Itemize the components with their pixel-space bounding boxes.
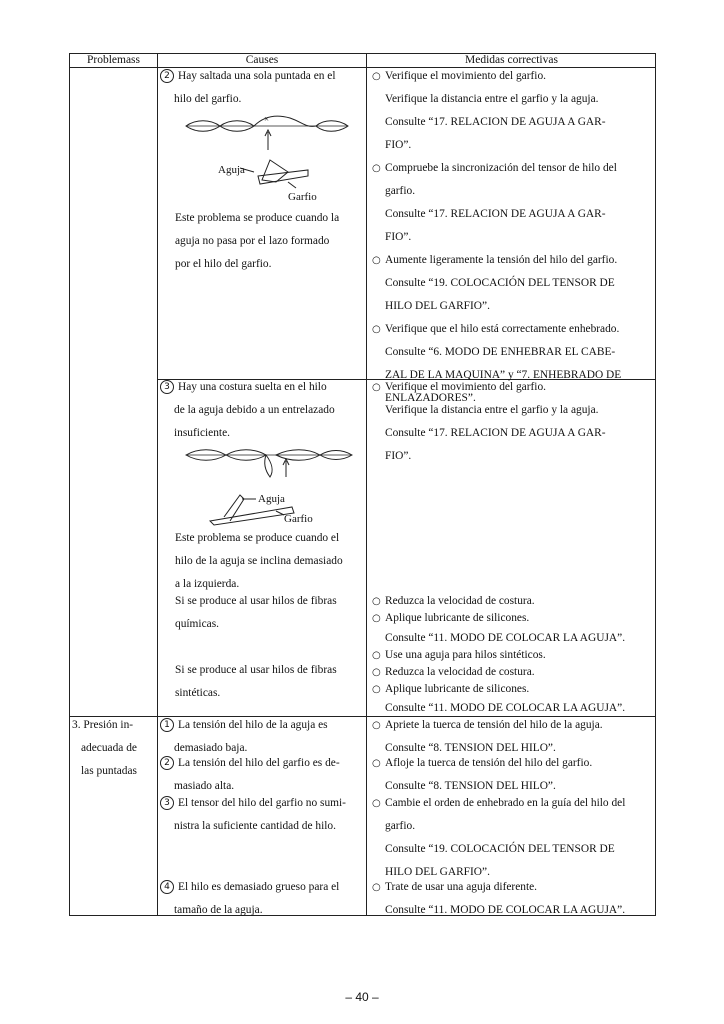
measures-synthetic-fibers: [372, 647, 653, 698]
bullet-icon: ○: [372, 882, 381, 893]
measure-text: Apriete la tuerca de tensión del hilo de la aguja.: [385, 719, 603, 731]
column-divider: [157, 53, 158, 916]
measure-text: garfio.: [385, 820, 416, 832]
cause-number: 2: [160, 69, 174, 83]
measure-text: ZAL DE LA MAQUINA” y “7. ENHEBRADO DE: [385, 369, 622, 381]
loose-loop: [265, 455, 272, 477]
measure-text: garfio.: [385, 185, 416, 197]
reference-text: Consulte “19. COLOCACIÓN DEL TENSOR DE: [385, 843, 615, 855]
leader-line: [276, 511, 284, 515]
note-text: hilo de la aguja se inclina demasiado: [175, 555, 343, 567]
hook-label: Garfio: [284, 513, 313, 525]
bullet-icon: ○: [372, 798, 381, 809]
header-measures: Medidas correctivas: [465, 54, 558, 66]
measure-text: Verifique la distancia entre el garfio y la aguja.: [385, 404, 599, 416]
note-text: aguja no pasa por el lazo formado: [175, 235, 330, 247]
measure-text: Consulte “6. MODO DE ENHEBRAR EL CABE-: [385, 346, 616, 358]
skipped-stitch-diagram: [180, 110, 360, 205]
cause-skipped-stitch: [160, 65, 365, 111]
measure-text: Trate de usar una aguja diferente.: [385, 881, 538, 893]
measure-text: Consulte “19. COLOCACIÓN DEL TENSOR DE: [385, 277, 615, 289]
cause-text: sintéticas.: [175, 687, 221, 699]
cause-number: 2: [160, 756, 174, 770]
bullet-icon: ○: [372, 596, 381, 607]
bullet-icon: ○: [372, 613, 381, 624]
measure-text: Aplique lubricante de silicones.: [385, 612, 530, 624]
problem-text: las puntadas: [81, 765, 137, 777]
measure-text: Cambie el orden de enhebrado en la guía del hilo del: [385, 797, 626, 809]
cause-note: [175, 527, 365, 596]
leader-line: [288, 182, 296, 188]
bullet-icon: ○: [372, 324, 381, 335]
hook-blade: [210, 507, 294, 525]
measure-text: Afloje la tuerca de tensión del hilo del garfio.: [385, 757, 593, 769]
measure-text: Verifique la distancia entre el garfio y la aguja.: [385, 93, 599, 105]
cause-text: insuficiente.: [174, 427, 230, 439]
measure-text: Verifique el movimiento del garfio.: [385, 381, 547, 393]
bullet-icon: ○: [372, 382, 381, 393]
cause-thread-thick: [160, 876, 365, 922]
cause-text: El tensor del hilo del garfio no sumi-: [178, 797, 346, 809]
measure-text: Verifique que el hilo está correctamente enhebrado.: [385, 323, 620, 335]
cause-loose-stitch: [160, 376, 365, 445]
note-text: a la izquierda.: [175, 578, 240, 590]
needle-label: Aguja: [218, 164, 245, 176]
cause-text: Hay saltada una sola puntada en el: [178, 70, 336, 82]
cause-hook-tensor: [160, 792, 365, 838]
note-text: Este problema se produce cuando el: [175, 532, 340, 544]
header-causes: Causes: [245, 54, 279, 66]
cause-number: 3: [160, 796, 174, 810]
note-text: por el hilo del garfio.: [175, 258, 272, 270]
cause-text: demasiado baja.: [174, 742, 248, 754]
cause-text: nistra la suficiente cantidad de hilo.: [174, 820, 336, 832]
measures-loose-stitch: [372, 376, 653, 468]
cause-text: La tensión del hilo del garfio es de-: [178, 757, 340, 769]
bullet-icon: ○: [372, 255, 381, 266]
measure-text: Verifique el movimiento del garfio.: [385, 70, 547, 82]
reference-text: Consulte “8. TENSION DEL HILO”.: [385, 780, 556, 792]
measure-text: Compruebe la sincronización del tensor de hilo del: [385, 162, 617, 174]
bullet-icon: ○: [372, 684, 381, 695]
measures-chemical-fibers: [372, 593, 653, 627]
cause-number: 4: [160, 880, 174, 894]
needle-shape: [262, 160, 288, 182]
note-text: Este problema se produce cuando la: [175, 212, 340, 224]
bullet-icon: ○: [372, 650, 381, 661]
measure-text: HILO DEL GARFIO”.: [385, 300, 490, 312]
page-number: – 40 –: [345, 990, 379, 1004]
measure-text: FIO”.: [385, 231, 412, 243]
measure-text: ENLAZADORES”.: [385, 392, 476, 404]
cause-text: hilo del garfio.: [174, 93, 242, 105]
reference-text: Consulte “11. MODO DE COLOCAR LA AGUJA”.: [385, 632, 626, 644]
hook-label: Garfio: [288, 191, 317, 203]
measure-text: FIO”.: [385, 450, 412, 462]
needle-label: Aguja: [258, 493, 285, 505]
cause-text: Si se produce al usar hilos de fibras: [175, 595, 337, 607]
cause-synthetic-fibers: [175, 659, 365, 705]
header-problems: Problemass: [86, 54, 141, 66]
measure-hook-tensor: [372, 792, 653, 884]
cause-note: [175, 207, 365, 276]
measure-text: Consulte “17. RELACION DE AGUJA A GAR-: [385, 116, 606, 128]
measure-text: Consulte “17. RELACION DE AGUJA A GAR-: [385, 208, 606, 220]
measure-text: Aumente ligeramente la tensión del hilo del garfio.: [385, 254, 618, 266]
problem-text: adecuada de: [81, 742, 137, 754]
measure-text: Reduzca la velocidad de costura.: [385, 595, 535, 607]
reference-text: Consulte “11. MODO DE COLOCAR LA AGUJA”.: [385, 904, 626, 916]
column-divider: [366, 53, 367, 916]
reference-text: Consulte “8. TENSION DEL HILO”.: [385, 742, 556, 754]
problem-text: 3. Presión in-: [72, 719, 134, 731]
measure-text: Reduzca la velocidad de costura.: [385, 666, 535, 678]
cause-number: 3: [160, 380, 174, 394]
bullet-icon: ○: [372, 667, 381, 678]
cause-text: El hilo es demasiado grueso para el: [178, 881, 340, 893]
measure-text: Aplique lubricante de silicones.: [385, 683, 530, 695]
skip-mark: ×: [264, 114, 270, 124]
measures-skipped-stitch: [372, 65, 653, 410]
cause-text: Hay una costura suelta en el hilo: [178, 381, 327, 393]
cause-text: químicas.: [175, 618, 219, 630]
loose-stitch-diagram: [180, 443, 360, 528]
cause-text: masiado alta.: [174, 780, 235, 792]
bullet-icon: ○: [372, 758, 381, 769]
measure-text: Consulte “17. RELACION DE AGUJA A GAR-: [385, 427, 606, 439]
measure-thread-thick: [372, 876, 653, 922]
cause-number: 1: [160, 718, 174, 732]
cause-text: tamaño de la aguja.: [174, 904, 263, 916]
cause-text: La tensión del hilo de la aguja es: [178, 719, 328, 731]
bullet-icon: ○: [372, 720, 381, 731]
cause-text: de la aguja debido a un entrelazado: [174, 404, 335, 416]
reference-text: HILO DEL GARFIO”.: [385, 866, 490, 878]
cause-text: Si se produce al usar hilos de fibras: [175, 664, 337, 676]
bullet-icon: ○: [372, 163, 381, 174]
reference-text: Consulte “11. MODO DE COLOCAR LA AGUJA”.: [385, 702, 626, 714]
measure-text: FIO”.: [385, 139, 412, 151]
measure-text: Use una aguja para hilos sintéticos.: [385, 649, 546, 661]
problem-stitch-pressure: [72, 714, 156, 783]
bullet-icon: ○: [372, 71, 381, 82]
cause-chemical-fibers: [175, 590, 365, 636]
